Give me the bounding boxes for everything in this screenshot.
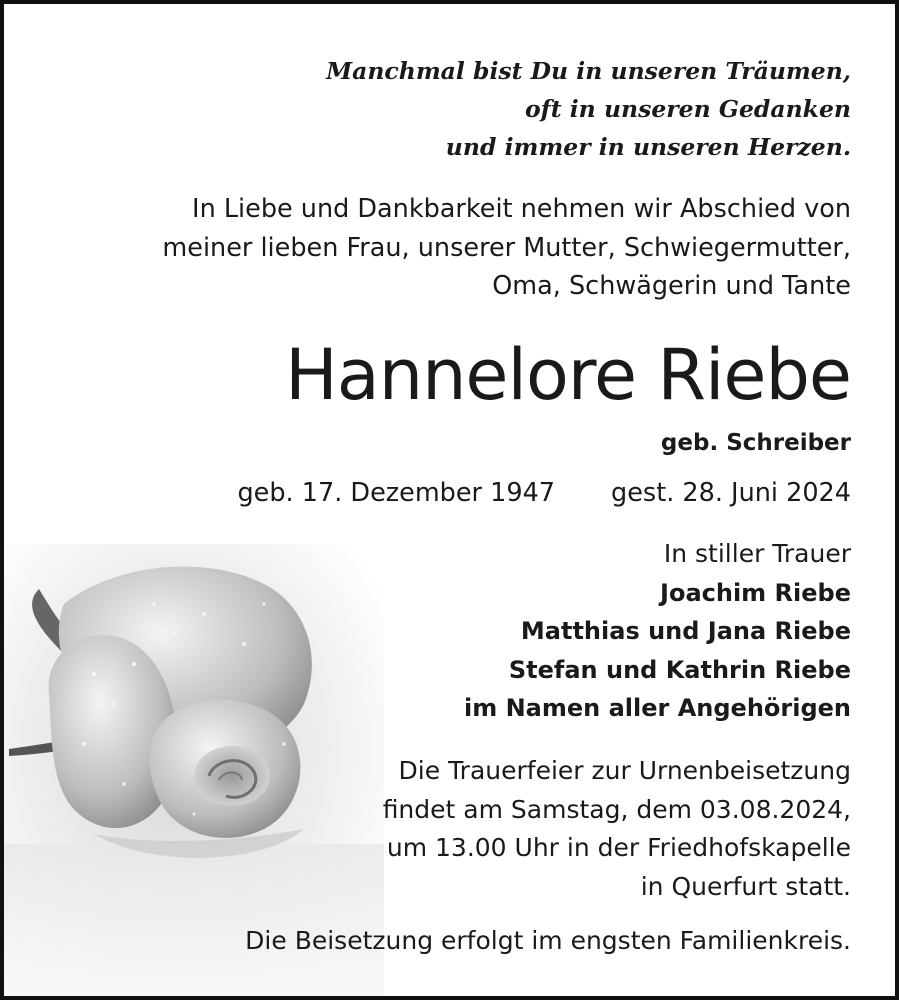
service-line: Die Trauerfeier zur Urnenbeisetzung <box>398 756 851 785</box>
poem-line: Manchmal bist Du in unseren Träumen, <box>326 57 851 85</box>
service-line: um 13.00 Uhr in der Friedhofskapelle <box>386 833 851 862</box>
poem-line: und immer in unseren Herzen. <box>445 133 851 161</box>
intro-line: In Liebe und Dankbarkeit nehmen wir Abschied von <box>192 194 851 224</box>
mourning-lead: In stiller Trauer <box>663 539 851 568</box>
poem-line: oft in unseren Gedanken <box>524 95 851 123</box>
mourner-name: im Namen aller Angehörigen <box>463 694 851 722</box>
funeral-service-info <box>383 752 851 906</box>
intro-line: meiner lieben Frau, unserer Mutter, Schwiegermutter, <box>162 232 851 263</box>
birth-date: geb. 17. Dezember 1947 <box>237 478 556 508</box>
mourners-list <box>464 535 851 728</box>
mourner-name: Matthias und Jana Riebe <box>520 617 851 645</box>
intro-line: Oma, Schwägerin und Tante <box>492 271 851 301</box>
mourner-name: Stefan und Kathrin Riebe <box>508 655 851 684</box>
death-date: gest. 28. Juni 2024 <box>611 478 851 508</box>
life-dates <box>238 474 852 512</box>
poem-verse <box>326 52 851 166</box>
burial-note: Die Beisetzung erfolgt im engsten Familienkreis. <box>245 926 851 955</box>
deceased-name: Hannelore Riebe <box>285 334 851 416</box>
service-line: findet am Samstag, dem 03.08.2024, <box>382 794 851 824</box>
service-line: in Querfurt statt. <box>640 871 851 901</box>
maiden-name: geb. Schreiber <box>660 430 851 456</box>
mourner-name: Joachim Riebe <box>660 578 851 607</box>
farewell-intro <box>162 190 851 306</box>
